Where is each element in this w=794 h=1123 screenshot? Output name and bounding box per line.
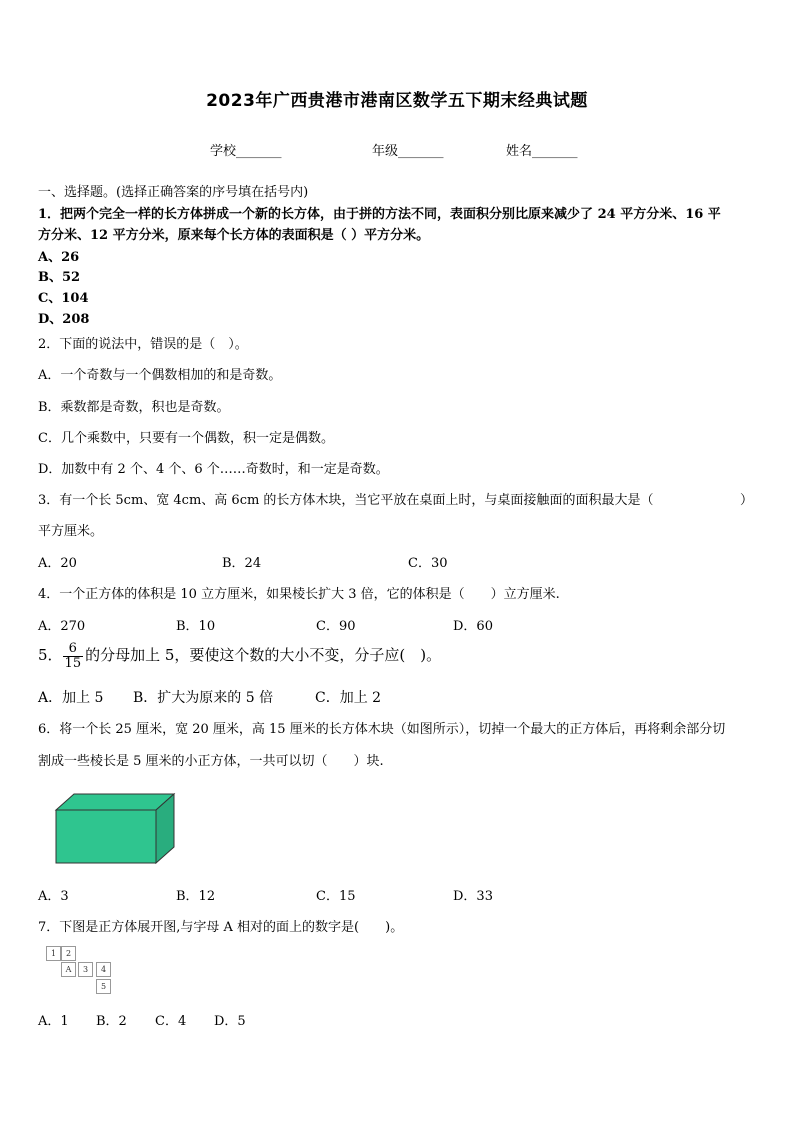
q5-option-c: C．加上 2 bbox=[315, 690, 382, 706]
q7-option-a: A．1 bbox=[38, 1014, 69, 1029]
q3-line2: 平方厘米。 bbox=[38, 524, 104, 539]
q5-stem-row bbox=[38, 642, 441, 671]
q5-stem: 的分母加上 5，要使这个数的大小不变，分子应( )。 bbox=[85, 646, 442, 664]
q3-option-a: A．20 bbox=[38, 556, 77, 571]
q4-stem: 4．一个正方体的体积是 10 立方厘米，如果棱长扩大 3 倍，它的体积是（ ）立方厘米. bbox=[38, 587, 560, 602]
page-title: 2023年广西贵港市港南区数学五下期末经典试题 bbox=[206, 91, 588, 111]
q6-option-d: D．33 bbox=[453, 889, 493, 904]
q7-option-b: B．2 bbox=[96, 1014, 127, 1029]
q1-option-d: D、208 bbox=[38, 312, 90, 327]
q1-line1: 1．把两个完全一样的长方体拼成一个新的长方体，由于拼的方法不同，表面积分别比原来减少了 24 平方分米、16 平 bbox=[38, 207, 721, 222]
q5-fraction-denominator: 15 bbox=[64, 656, 82, 671]
q1-line2: 方分米、12 平方分米，原来每个长方体的表面积是（ ）平方分米。 bbox=[38, 228, 430, 243]
cuboid-top-face bbox=[56, 794, 174, 810]
q7-stem: 7．下图是正方体展开图,与字母 A 相对的面上的数字是( )。 bbox=[38, 920, 404, 935]
q4-option-b: B．10 bbox=[176, 619, 216, 634]
net-face: 4 bbox=[96, 962, 111, 977]
q6-option-a: A．3 bbox=[38, 889, 69, 904]
q2-option-c: C．几个乘数中，只要有一个偶数，积一定是偶数。 bbox=[38, 431, 334, 446]
q4-option-a: A．270 bbox=[38, 619, 86, 634]
q5-option-b: B．扩大为原来的 5 倍 bbox=[133, 690, 274, 706]
net-face: 3 bbox=[78, 962, 93, 977]
q5-number: 5． bbox=[38, 646, 63, 664]
q2-stem: 2．下面的说法中，错误的是（ ）。 bbox=[38, 337, 248, 352]
net-face: 1 bbox=[46, 946, 61, 961]
q3-line1: 3．有一个长 5cm、宽 4cm、高 6cm 的长方体木块，当它平放在桌面上时，与桌面接触面的面积最大是（ bbox=[38, 493, 654, 508]
q6-line1: 6．将一个长 25 厘米，宽 20 厘米，高 15 厘米的长方体木块（如图所示），切掉一个最大的正方体后，再将剩余部分切 bbox=[38, 722, 726, 737]
net-face: 2 bbox=[61, 946, 76, 961]
name-field: 姓名_______ bbox=[506, 144, 578, 159]
q2-option-b: B．乘数都是奇数，积也是奇数。 bbox=[38, 400, 230, 415]
q4-option-c: C．90 bbox=[316, 619, 356, 634]
q7-option-d: D．5 bbox=[214, 1014, 246, 1029]
q5-fraction bbox=[63, 642, 84, 671]
q5-option-a: A．加上 5 bbox=[38, 690, 104, 706]
net-face: 5 bbox=[96, 979, 111, 994]
net-face: A bbox=[61, 962, 76, 977]
q1-option-c: C、104 bbox=[38, 291, 89, 306]
q2-option-a: A．一个奇数与一个偶数相加的和是奇数。 bbox=[38, 368, 282, 383]
q6-option-b: B．12 bbox=[176, 889, 216, 904]
cuboid-front-face bbox=[56, 810, 156, 863]
q3-paren-close: ） bbox=[740, 493, 754, 508]
q5-fraction-numerator: 6 bbox=[63, 642, 84, 657]
school-field: 学校_______ bbox=[210, 144, 282, 159]
q4-option-d: D．60 bbox=[453, 619, 493, 634]
q1-option-a: A、26 bbox=[38, 250, 80, 265]
q7-option-c: C．4 bbox=[155, 1014, 187, 1029]
grade-field: 年级_______ bbox=[372, 144, 444, 159]
cube-net bbox=[46, 946, 116, 998]
cuboid-figure bbox=[54, 792, 178, 866]
section-heading: 一、选择题。(选择正确答案的序号填在括号内) bbox=[38, 185, 309, 200]
q2-option-d: D．加数中有 2 个、4 个、6 个……奇数时，和一定是奇数。 bbox=[38, 462, 389, 477]
q6-line2: 割成一些棱长是 5 厘米的小正方体，一共可以切（ ）块. bbox=[38, 754, 384, 769]
q3-option-c: C．30 bbox=[408, 556, 448, 571]
q3-option-b: B．24 bbox=[222, 556, 262, 571]
q1-option-b: B、52 bbox=[38, 270, 81, 285]
q6-option-c: C．15 bbox=[316, 889, 356, 904]
